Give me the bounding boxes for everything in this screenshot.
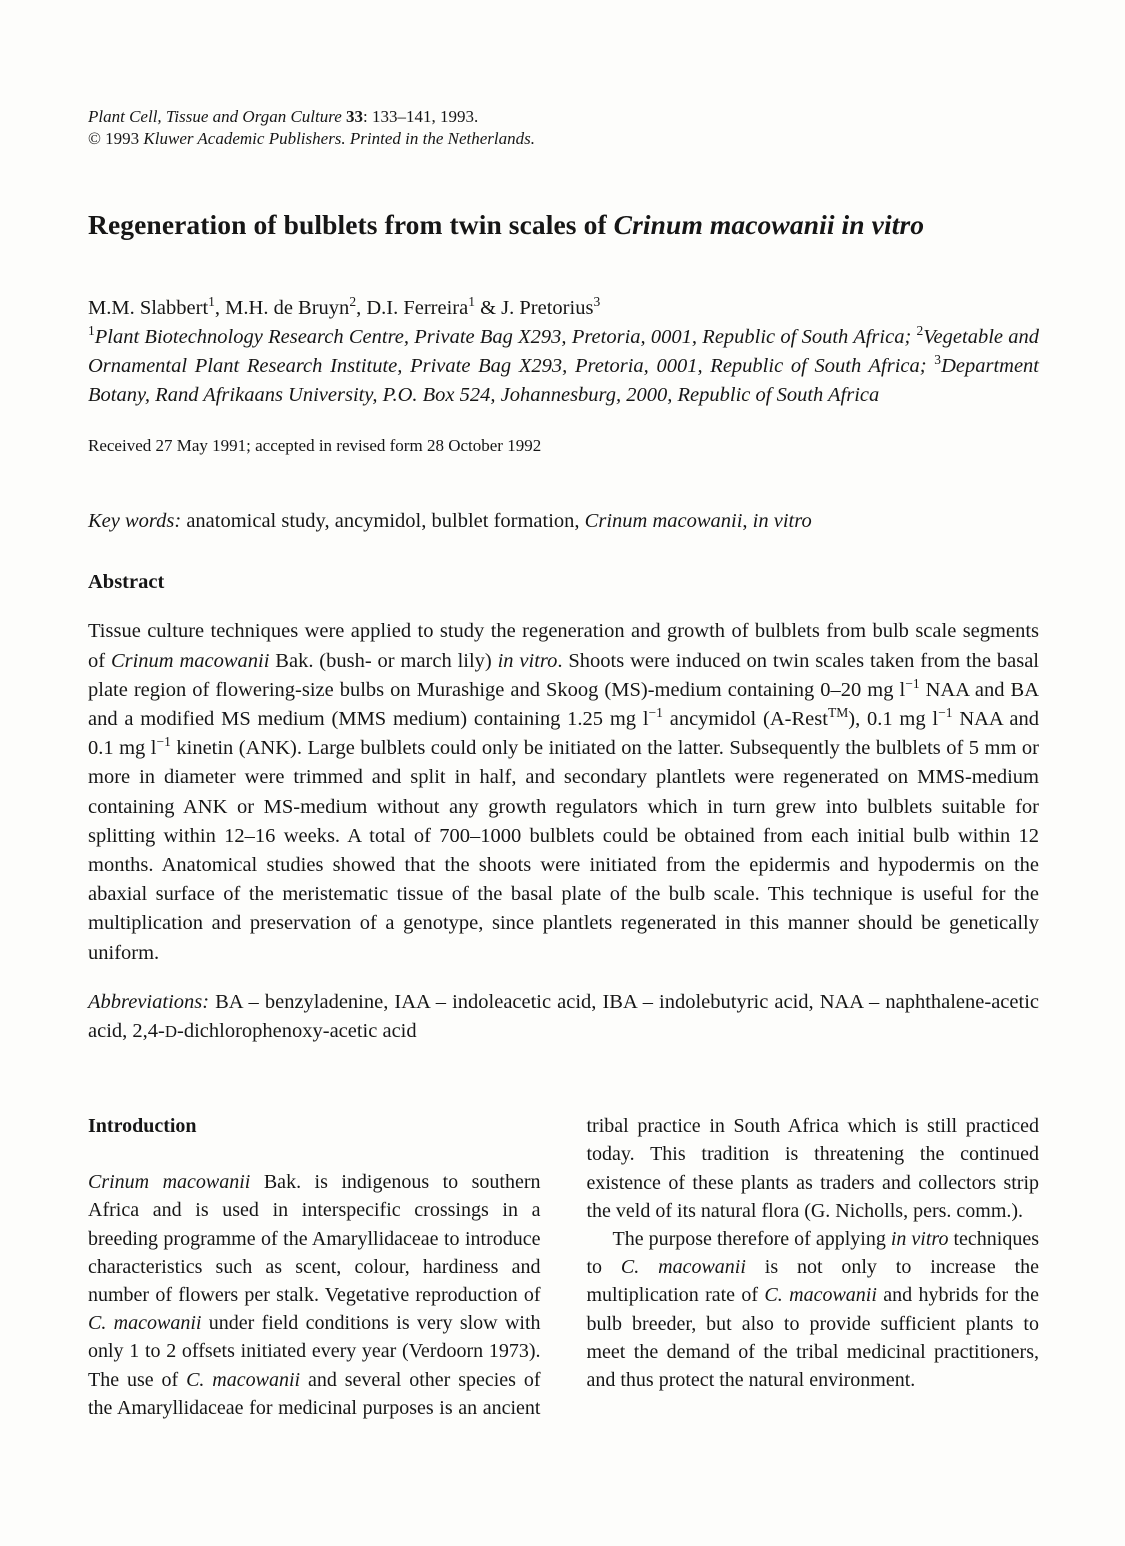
abstract-heading: Abstract [88, 571, 165, 594]
introduction-heading: Introduction [88, 1115, 197, 1138]
abbreviations-paragraph: Abbreviations: BA – benzyladenine, IAA – indoleacetic acid, IBA – indolebutyric acid, NAA – naphthalene-acetic acid, 2,4-D-dichlorophenoxy-acetic acid [88, 990, 1039, 1043]
keywords-line: Key words: anatomical study, ancymidol, bulblet formation, Crinum macowanii, in vitro [88, 510, 812, 533]
received-line: Received 27 May 1991; accepted in revised form 28 October 1992 [88, 436, 542, 456]
intro-paragraph-1: Crinum macowanii Bak. is indigenous to southern Africa and is used in interspecific crossings in a breeding programme of the Amaryllidaceae to introduce characteristics such as scent, colour, hardiness and number of flowers per stalk. Vegetative reproduction of C. macowanii under field conditions is very slow with only 1 to 2 offsets initiated every year (Verdoorn 1973). The use of C. macowanii and several other species of the Amaryllidaceae for medicinal purposes is an ancient tribal practice in South Africa which is still practiced today. This tradition is threatening the continued existence of these plants as traders and collectors strip the veld of its natural flora (G. Nicholls, pers. comm.). [88, 1115, 1039, 1419]
journal-header [88, 106, 1039, 150]
copyright-line: © 1993 Kluwer Academic Publishers. Printed in the Netherlands. [88, 129, 536, 148]
abstract-paragraph: Tissue culture techniques were applied to study the regeneration and growth of bulblets from bulb scale segments of Crinum macowanii Bak. (bush- or march lily) in vitro. Shoots were induced on twin scales taken from the basal plate region of flowering-size bulbs on Murashige and Skoog (MS)-medium containing 0–20 mg $l^{-1}$ NAA and BA and a modified MS medium (MMS medium) containing 1.25 mg $l^{-1}$ ancymidol (A-Rest™), 0.1 mg $l^{-1}$ NAA and 0.1 mg $l^{-1}$ kinetin (ANK). Large bulblets could only be initiated on the latter. Subsequently the bulblets of 5 mm or more in diameter were trimmed and split in half, and secondary plantlets were regenerated on MMS-medium containing ANK or MS-medium without any growth regulators which in turn grew into bulblets suitable for splitting within 12–16 weeks. A total of 700–1000 bulblets could be obtained from each initial bulb within 12 months. Anatomical studies showed that the shoots were initiated from the epidermis and hypodermis on the abaxial surface of the meristematic tissue of the basal plate of the bulb scale. This technique is useful for the multiplication and preservation of a genotype, since plantlets regenerated in this manner should be genetically uniform. [88, 620, 1039, 964]
journal-citation: Plant Cell, Tissue and Organ Culture 33: 133–141, 1993. [88, 107, 479, 126]
affiliations: $^1$Plant Biotechnology Research Centre, Private Bag X293, Pretoria, 0001, Republic of South Africa; $^2$Vegetable and Ornamental Plant Research Institute, Private Bag X293, Pretoria, 0001, Republic of South Africa; $^3$Department Botany, Rand Afrikaans University, P.O. Box 524, Johannesburg, 2000, Republic of South Africa [88, 323, 1039, 407]
paper-title: Regeneration of bulblets from twin scales of Crinum macowanii in vitro [88, 209, 925, 240]
intro-paragraph-2: The purpose therefore of applying in vitro techniques to C. macowanii is not only to increase the multiplication rate of C. macowanii and hybrids for the bulb breeder, but also to provide sufficient plants to meet the demand of the tribal medicinal practitioners, and thus protect the natural environment. [586, 1228, 1040, 1392]
introduction-section [88, 1112, 1039, 1422]
authors-line: M.M. Slabbert$^1$, M.H. de Bruyn$^2$, D.I. Ferreira$^1$ & J. Pretorius$^3$ [88, 294, 601, 320]
